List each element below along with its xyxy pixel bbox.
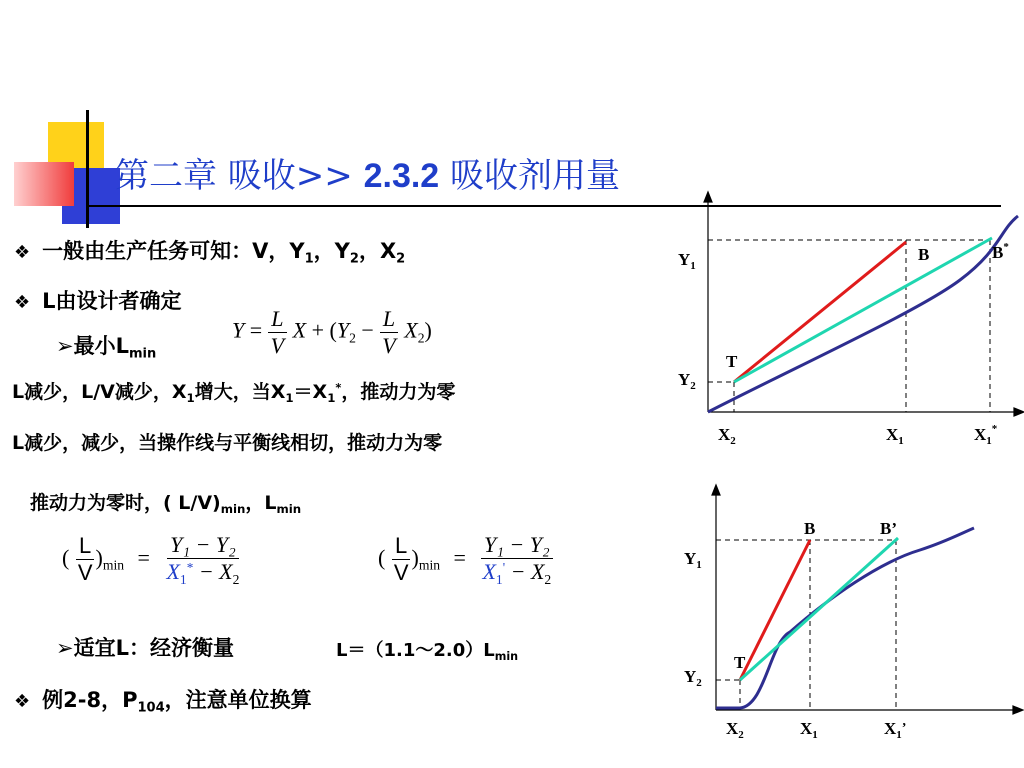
x-axis-arrow-icon bbox=[1013, 706, 1023, 714]
label-x1: $X_1$ bbox=[886, 425, 904, 447]
formula-symbol: Y bbox=[232, 317, 245, 343]
statement-l-decrease-1 bbox=[12, 377, 455, 405]
bullet-known-values bbox=[14, 235, 405, 267]
denominator: V bbox=[393, 560, 409, 586]
label-y2: $Y_2$ bbox=[684, 667, 702, 689]
arrow-bullet-icon: ➢ bbox=[56, 636, 74, 660]
diamond-bullet-icon: ❖ bbox=[14, 242, 31, 263]
bullet-text: 一般由生产任务可知：V，Y bbox=[42, 239, 305, 263]
denominator bbox=[479, 559, 554, 588]
numerator: Y₁ − Y₂ bbox=[481, 532, 553, 559]
formula-symbol: X bbox=[166, 559, 180, 584]
statement-text: L减少，减少，当操作线与平衡线相切，推动力为零 bbox=[12, 432, 443, 454]
formula-symbol: X bbox=[404, 317, 418, 343]
operating-line bbox=[734, 242, 906, 382]
fraction-l-over-v bbox=[75, 533, 96, 586]
denominator: V bbox=[270, 333, 285, 358]
statement-zero-driving-force bbox=[30, 488, 301, 516]
label-point-t: T bbox=[734, 653, 746, 672]
min-ratio-formula-1 bbox=[62, 532, 242, 588]
title-section-number: 2.3.2 bbox=[363, 157, 440, 195]
label-y1: $Y_1$ bbox=[678, 250, 696, 272]
label-y2: $Y_2$ bbox=[678, 370, 696, 392]
subscript: 2 bbox=[417, 330, 425, 346]
subscript: min bbox=[418, 557, 441, 573]
diamond-bullet-icon: ❖ bbox=[14, 691, 31, 712]
subscript: min bbox=[129, 346, 157, 362]
subscript: 1 bbox=[327, 391, 336, 406]
operating-line-formula bbox=[232, 306, 432, 359]
formula-symbol: X bbox=[292, 317, 307, 343]
bullet-text: 例2-8，P bbox=[42, 688, 138, 712]
subscript: 104 bbox=[137, 700, 165, 716]
subscript: 1 bbox=[285, 391, 294, 406]
subscript: min bbox=[102, 557, 125, 573]
formula-symbol: − X bbox=[505, 559, 545, 584]
formula-symbol: + ( bbox=[311, 317, 337, 343]
label-point-b: B bbox=[804, 519, 816, 538]
arrow-bullet-icon: ➢ bbox=[56, 334, 74, 358]
bullet-designer-decides bbox=[14, 285, 182, 315]
denominator: V bbox=[77, 560, 93, 586]
statement-text: ＝X bbox=[293, 381, 328, 403]
logo-red-square bbox=[14, 162, 74, 206]
label-x2: $X_2$ bbox=[718, 425, 736, 447]
range-text: L＝（1.1～2.0）L bbox=[336, 640, 495, 661]
diamond-bullet-icon: ❖ bbox=[14, 292, 31, 313]
label-point-b-prime: B’ bbox=[880, 519, 897, 538]
fraction-l-over-v bbox=[268, 306, 287, 359]
subscript: min bbox=[220, 502, 246, 517]
formula-symbol: Y bbox=[336, 317, 350, 343]
formula-symbol: ( bbox=[62, 544, 70, 570]
bullet-text: ，X bbox=[358, 239, 397, 263]
equilibrium-curve bbox=[716, 528, 974, 708]
diagram-top-operating-lines bbox=[660, 190, 1024, 460]
bullet-text: 适宜L：经济衡量 bbox=[73, 636, 234, 660]
statement-text: L减少，L/V减少，X bbox=[12, 381, 187, 403]
logo-vertical-line bbox=[86, 110, 89, 228]
label-x1-prime: $X_1^’$ bbox=[884, 719, 907, 741]
subscript: 2 bbox=[349, 330, 356, 346]
subscript: 2 bbox=[396, 251, 406, 267]
fraction-min-ratio bbox=[163, 532, 242, 588]
suitable-l-range bbox=[336, 636, 518, 663]
formula-symbol: ) bbox=[95, 544, 103, 570]
operating-line bbox=[740, 540, 810, 680]
label-point-b-star: B* bbox=[992, 241, 1009, 262]
sub-bullet-suitable-l bbox=[56, 632, 234, 662]
subscript: 2 bbox=[349, 251, 359, 267]
subscript: 1 bbox=[179, 571, 187, 587]
subscript: 1 bbox=[495, 571, 503, 587]
numerator: L bbox=[380, 306, 398, 333]
denominator bbox=[163, 559, 242, 588]
diagram-bottom-pinch bbox=[670, 482, 1024, 768]
bullet-text: ，Y bbox=[313, 239, 350, 263]
fraction-l-over-v bbox=[391, 533, 412, 586]
formula-symbol: = bbox=[249, 317, 263, 343]
statement-text: 增大，当X bbox=[194, 381, 286, 403]
label-x2: $X_2$ bbox=[726, 719, 744, 741]
denominator: V bbox=[382, 333, 396, 358]
formula-symbol: ) bbox=[424, 317, 432, 343]
formula-symbol: − X bbox=[193, 559, 233, 584]
statement-text: ，L bbox=[245, 492, 277, 514]
superscript: * bbox=[186, 559, 194, 575]
title-topic: 吸收剂用量 bbox=[439, 156, 621, 196]
subscript: min bbox=[494, 649, 519, 663]
x-axis-arrow-icon bbox=[1014, 408, 1024, 416]
bullet-text: L由设计者确定 bbox=[42, 289, 182, 313]
numerator: L bbox=[76, 533, 94, 560]
subscript: 2 bbox=[544, 571, 552, 587]
sub-bullet-min-l bbox=[56, 330, 156, 362]
subscript: 2 bbox=[232, 571, 240, 587]
label-x1: $X_1$ bbox=[800, 719, 818, 741]
bullet-example bbox=[14, 684, 312, 716]
numerator: Y₁ − Y₂ bbox=[167, 532, 239, 559]
superscript: ' bbox=[502, 559, 506, 575]
label-point-b: B bbox=[918, 245, 930, 264]
subscript: min bbox=[276, 502, 302, 517]
formula-symbol: = bbox=[137, 544, 150, 570]
formula-symbol: ) bbox=[411, 544, 419, 570]
formula-symbol: = bbox=[453, 544, 466, 570]
formula-symbol: − bbox=[361, 317, 374, 343]
fraction-min-ratio bbox=[479, 532, 554, 588]
page-title bbox=[115, 148, 620, 197]
bullet-text: ，注意单位换算 bbox=[164, 688, 312, 712]
tangent-operating-line bbox=[740, 538, 898, 680]
superscript: * bbox=[335, 380, 342, 395]
bullet-text: 最小L bbox=[73, 334, 129, 358]
formula-symbol: ( bbox=[378, 544, 386, 570]
title-chapter: 第二章 吸收>> bbox=[115, 156, 364, 196]
equilibrium-curve bbox=[708, 216, 1018, 412]
subscript: 1 bbox=[304, 251, 314, 267]
fraction-l-over-v bbox=[379, 306, 398, 359]
label-x1-star: $X_1^*$ bbox=[974, 423, 998, 447]
label-point-t: T bbox=[726, 352, 738, 371]
y-axis-arrow-icon bbox=[704, 192, 712, 202]
min-ratio-formula-2 bbox=[378, 532, 554, 588]
y-axis-arrow-icon bbox=[712, 485, 720, 495]
subscript: 1 bbox=[186, 391, 195, 406]
label-y1: $Y_1$ bbox=[684, 549, 702, 571]
numerator: L bbox=[392, 533, 410, 560]
statement-text: 推动力为零时，( L/V) bbox=[30, 492, 221, 514]
minimum-operating-line bbox=[734, 238, 992, 382]
formula-symbol: X bbox=[482, 559, 496, 584]
numerator: L bbox=[268, 306, 286, 333]
statement-text: ，推动力为零 bbox=[341, 381, 456, 403]
statement-l-decrease-2 bbox=[12, 428, 442, 455]
